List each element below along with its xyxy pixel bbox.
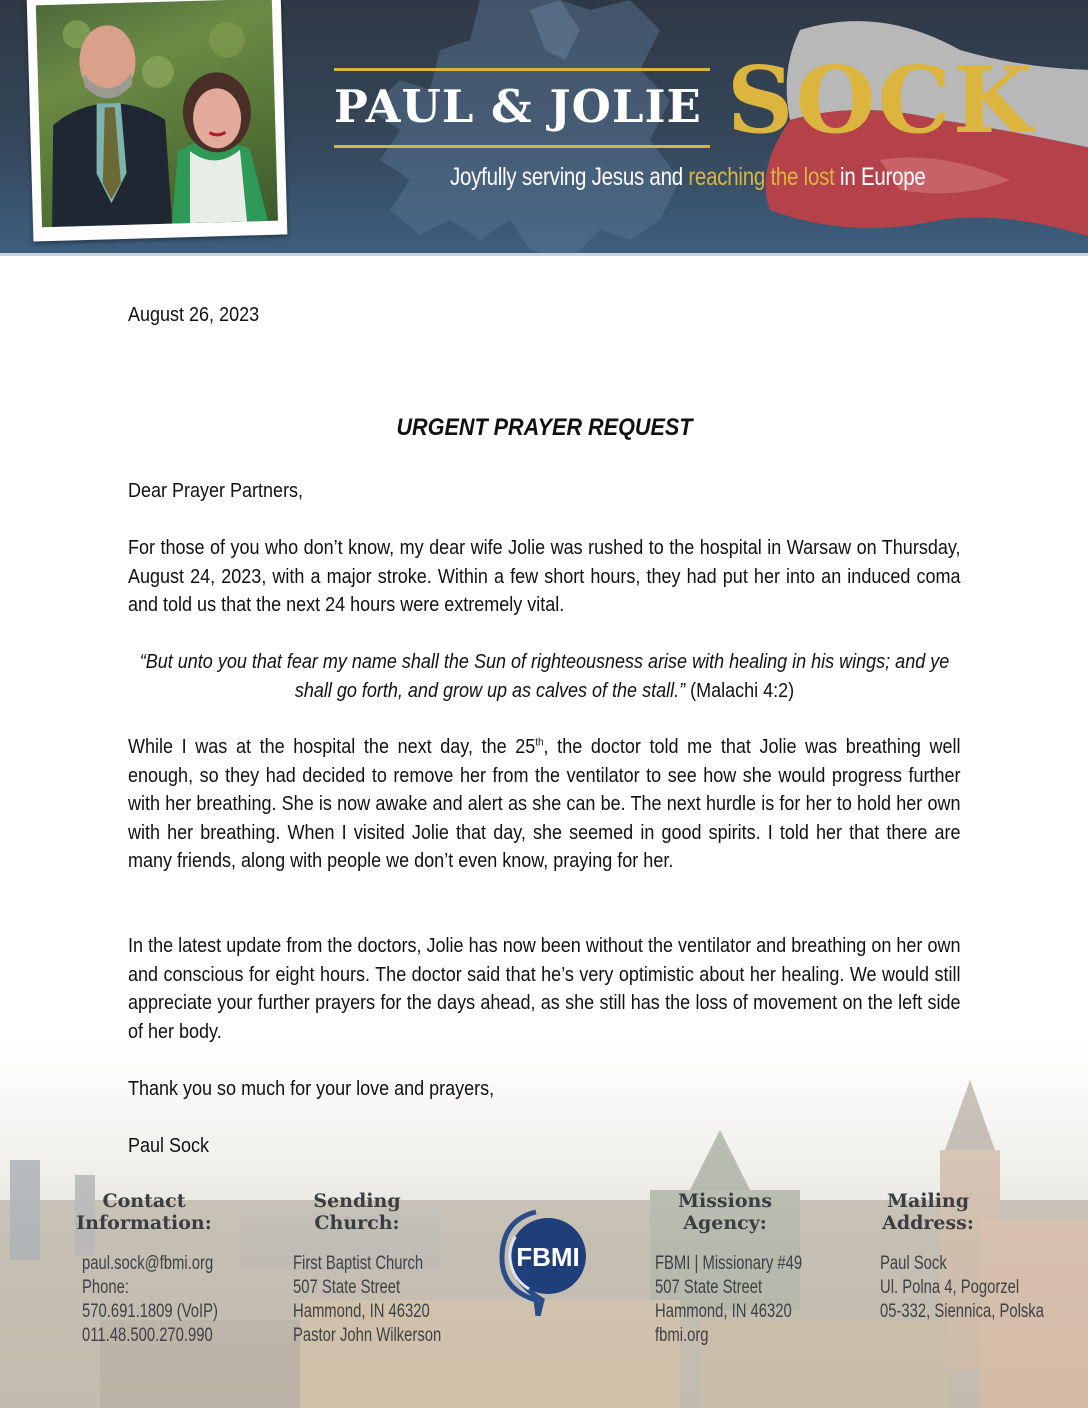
mailing-heading-line-2: Address: [882, 1212, 974, 1234]
scripture-quote-text: “But unto you that fear my name shall the Sun of righteousness arise with healing in his wings; and ye shall go forth, and grow up as calves of the stall.” [139, 651, 950, 702]
agency-lines [655, 1252, 815, 1348]
church-lines [293, 1252, 442, 1348]
mailing-name: Paul Sock [880, 1253, 947, 1274]
contact-heading [72, 1190, 216, 1234]
tagline-part-1: Joyfully serving Jesus and [450, 163, 689, 191]
agency-website[interactable]: fbmi.org [655, 1325, 709, 1346]
agency-heading-line-1: Missions [677, 1190, 773, 1212]
paragraph-2-text-b: , the doctor told me that Jolie was breathing well enough, so they had decided to remove her from the ventilator to see how she would progress further with her breathing. She is now awake and alert as she can be. The next hurdle is for her to hold her own with her breathing. When I visited Jolie that day, she seemed in good spirits. I told her that there are many friends, along with people we don’t even know, praying for her. [128, 736, 961, 872]
tagline-highlight: reaching the lost [688, 163, 835, 191]
agency-street: 507 State Street [655, 1277, 763, 1298]
church-pastor: Pastor John Wilkerson [293, 1325, 442, 1346]
banner-bottom-edge [0, 253, 1088, 256]
agency-heading-line-2: Agency: [683, 1212, 767, 1234]
contact-lines [72, 1252, 216, 1348]
couple-photo-frame [27, 0, 288, 241]
contact-heading-line-1: Contact [102, 1190, 186, 1212]
paragraph-2-superscript: th [535, 736, 544, 749]
title-rule-top [334, 68, 710, 71]
couple-photo-illustration [36, 0, 278, 227]
tagline-part-2: in Europe [834, 163, 926, 191]
agency-city: Hammond, IN 46320 [655, 1301, 792, 1322]
footer-church-column [293, 1190, 442, 1348]
letter-date [128, 301, 961, 330]
scripture-reference: (Malachi 4:2) [685, 679, 795, 702]
paragraph-1-text: For those of you who don’t know, my dear wife Jolie was rushed to the hospital in Warsaw on Thursday, August 24, 2023, with a major stroke. Within a few short hours, they had put her into an induced coma and told us that the next 24 hours were extremely vital. [128, 537, 961, 616]
header-banner [0, 0, 1088, 256]
header-names: PAUL & JOLIE [334, 80, 702, 133]
letter-closing-text: Thank you so much for your love and prayers, [128, 1078, 495, 1100]
title-rule-bottom [334, 145, 710, 148]
couple-photo [36, 0, 278, 227]
church-heading-line-2: Church: [314, 1212, 400, 1234]
header-tagline [450, 163, 926, 192]
contact-heading-line-2: Information: [76, 1212, 212, 1234]
agency-heading [655, 1190, 795, 1234]
header-surname: SOCK [727, 46, 1035, 154]
contact-phone-poland: 011.48.500.270.990 [82, 1325, 213, 1346]
letter-greeting-text: Dear Prayer Partners, [128, 480, 304, 502]
letter-paragraph-3 [128, 932, 961, 1046]
scripture-quote [128, 648, 961, 705]
mailing-heading-line-1: Mailing [886, 1190, 970, 1212]
letter-title-text: URGENT PRAYER REQUEST [395, 414, 693, 441]
church-heading [287, 1190, 427, 1234]
letter-title [0, 414, 1088, 442]
contact-phone-voip: 570.691.1809 (VoIP) [82, 1301, 218, 1322]
letter-paragraph-1 [128, 534, 961, 620]
paragraph-2-text-a: While I was at the hospital the next day, the 25 [128, 736, 536, 758]
footer-mailing-column [880, 1190, 1060, 1324]
contact-email[interactable]: paul.sock@fbmi.org [82, 1253, 214, 1274]
church-street: 507 State Street [293, 1277, 401, 1298]
fbmi-logo-text: FBMI [516, 1242, 580, 1272]
mailing-city: 05-332, Siennica, Polska [880, 1301, 1044, 1322]
contact-phone-label: Phone: [82, 1277, 129, 1298]
agency-missionary-id: FBMI | Missionary #49 [655, 1253, 803, 1274]
letter-signature [128, 1132, 961, 1161]
church-heading-line-1: Sending [313, 1190, 401, 1212]
church-city: Hammond, IN 46320 [293, 1301, 430, 1322]
letter-greeting [128, 477, 961, 506]
paragraph-3-text: In the latest update from the doctors, Jolie has now been without the ventilator and breathing on her own and conscious for eight hours. The doctor said that he’s very optimistic about her healing. We would still appreciate your further prayers for the days ahead, as she still has the loss of movement on the left side of her body. [128, 935, 961, 1043]
letter-signature-text: Paul Sock [128, 1135, 210, 1157]
letter-date-text: August 26, 2023 [128, 304, 260, 326]
footer-agency-column [655, 1190, 815, 1348]
fbmi-logo [498, 1208, 590, 1316]
church-name: First Baptist Church [293, 1253, 424, 1274]
footer-contact-column [72, 1190, 216, 1348]
letter-paragraph-2 [128, 733, 961, 876]
letter-closing [128, 1075, 961, 1104]
mailing-heading [880, 1190, 976, 1234]
mailing-street: Ul. Polna 4, Pogorzel [880, 1277, 1020, 1298]
mailing-lines [880, 1252, 1060, 1324]
